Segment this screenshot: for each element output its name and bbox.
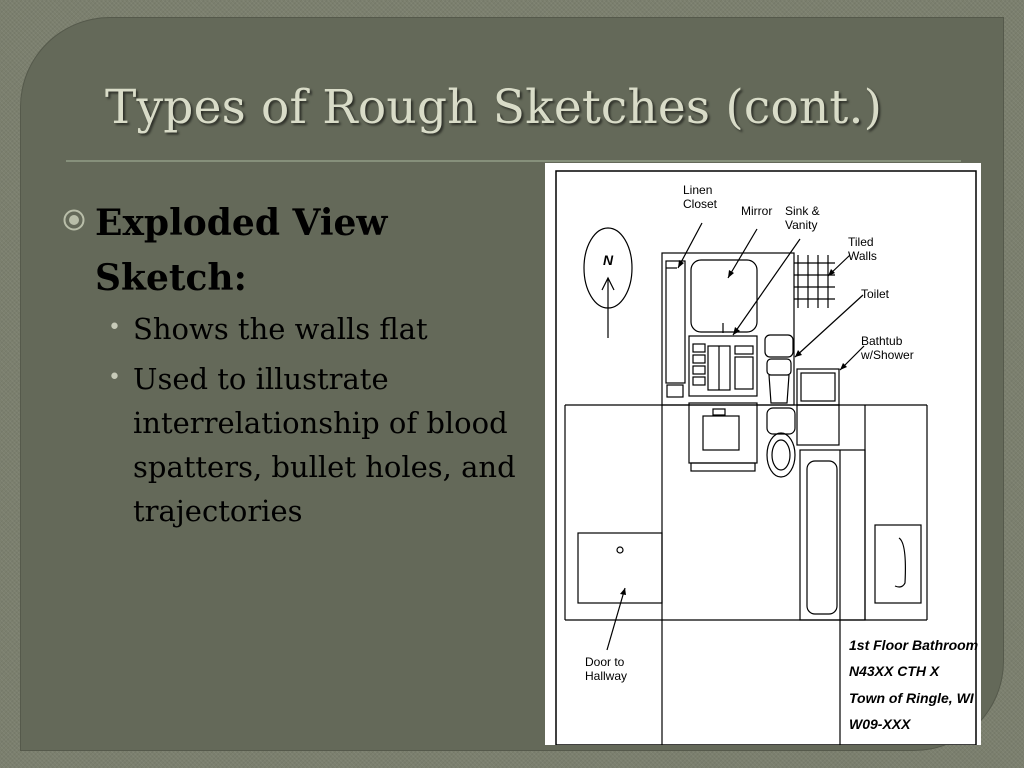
sub-bullet-1	[108, 307, 518, 351]
label-toilet: Toilet	[861, 287, 890, 301]
caption-line-2: N43XX CTH X	[849, 663, 940, 679]
main-bullet-text: Exploded View Sketch:	[95, 202, 388, 299]
sub-bullet-text: Shows the walls flat	[133, 312, 428, 346]
label-linen-closet-2: Closet	[683, 197, 718, 211]
label-door-2: Hallway	[585, 669, 628, 683]
sub-bullet-text: Used to illustrate interrelationship of blood spatters, bullet holes, and trajectories	[133, 362, 516, 528]
bullet-dot-icon: •	[108, 365, 121, 390]
label-linen-closet-1: Linen	[683, 183, 713, 197]
title-divider	[66, 160, 961, 162]
slide-title: Types of Rough Sketches (cont.)	[105, 80, 883, 135]
main-bullet	[62, 196, 502, 306]
caption-line-3: Town of Ringle, WI	[849, 690, 974, 706]
label-mirror: Mirror	[741, 204, 773, 218]
label-door-1: Door to	[585, 655, 625, 669]
caption-line-1: 1st Floor Bathroom	[849, 637, 979, 653]
bullet-dot-icon: •	[108, 315, 121, 340]
label-sink-vanity-1: Sink &	[785, 204, 820, 218]
sub-bullet-2	[108, 357, 518, 533]
label-tiled-walls-1: Tiled	[848, 235, 874, 249]
circle-bullet-icon	[62, 208, 86, 232]
label-sink-vanity-2: Vanity	[785, 218, 818, 232]
floorplan-sketch-image	[545, 163, 981, 745]
compass-letter: N	[603, 252, 614, 268]
caption-line-4: W09-XXX	[849, 716, 911, 732]
label-bathtub-1: Bathtub	[861, 334, 903, 348]
label-tiled-walls-2: Walls	[848, 249, 877, 263]
label-bathtub-2: w/Shower	[861, 348, 914, 362]
